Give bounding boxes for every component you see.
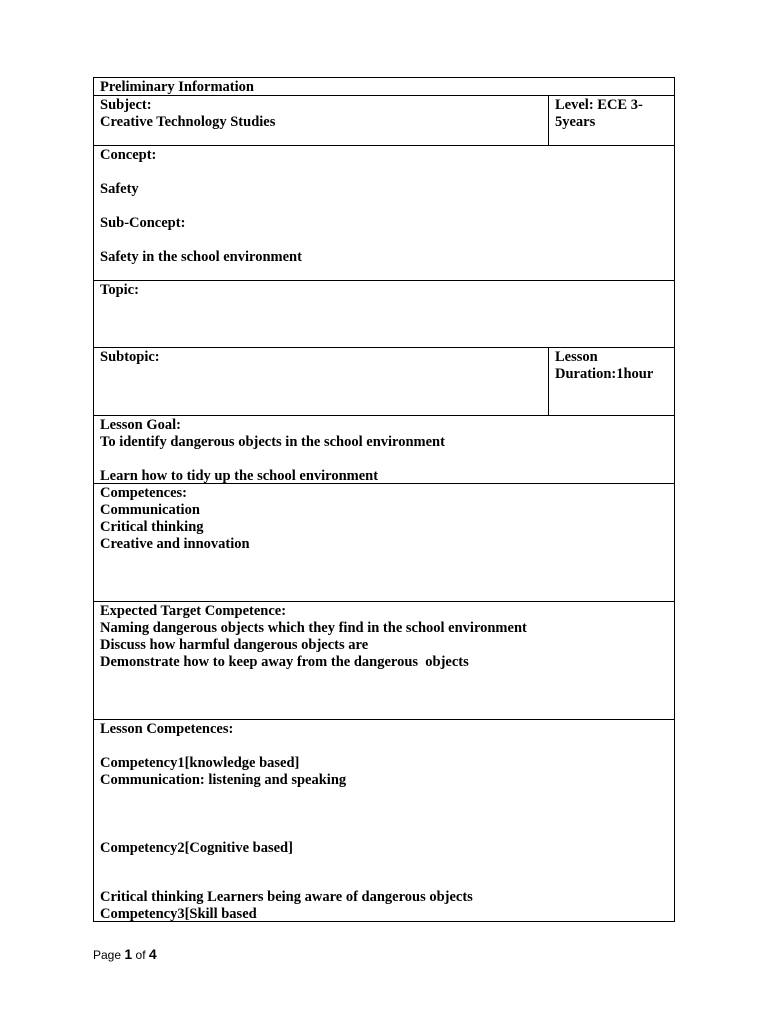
- lesson-competences-label: Lesson Competences:: [100, 721, 234, 737]
- competence-item: Critical thinking: [100, 519, 204, 535]
- level-cell: [548, 96, 674, 145]
- page-number: 1: [124, 946, 133, 962]
- lesson-goal-line1: To identify dangerous objects in the school environment: [100, 434, 445, 450]
- lesson-plan-table: [93, 77, 675, 922]
- lesson-competences-cell: [94, 720, 674, 921]
- row-concept: [94, 145, 674, 280]
- expected-item: Naming dangerous objects which they find in the school environment: [100, 620, 527, 636]
- competences-label: Competences:: [100, 485, 187, 501]
- competency3-title: Competency3[Skill based: [100, 906, 257, 922]
- subconcept-value: Safety in the school environment: [100, 249, 302, 265]
- subject-label: Subject:: [100, 97, 152, 113]
- competency2-text: Critical thinking Learners being aware of dangerous objects: [100, 889, 473, 905]
- competence-item: Creative and innovation: [100, 536, 250, 552]
- expected-item: Discuss how harmful dangerous objects are: [100, 637, 369, 653]
- row-preliminary: [94, 78, 674, 95]
- expected-label: Expected Target Competence:: [100, 603, 287, 619]
- expected-cell: [94, 602, 674, 719]
- competences-cell: [94, 484, 674, 601]
- row-lesson-goal: [94, 415, 674, 483]
- row-lesson-competences: [94, 719, 674, 921]
- duration-line2: Duration:1hour: [555, 366, 654, 382]
- competence-item: Communication: [100, 502, 200, 518]
- of-word: of: [135, 948, 146, 962]
- row-topic: [94, 280, 674, 347]
- concept-cell: [94, 146, 674, 280]
- page-word: Page: [93, 948, 122, 962]
- row-subject: [94, 95, 674, 145]
- level-line1: Level: ECE 3-: [555, 97, 643, 113]
- row-competences: [94, 483, 674, 601]
- competency1-title: Competency1[knowledge based]: [100, 755, 300, 771]
- expected-item: Demonstrate how to keep away from the dangerous objects: [100, 654, 469, 670]
- subject-value: Creative Technology Studies: [100, 114, 276, 130]
- duration-cell: [548, 348, 674, 415]
- competency2-title: Competency2[Cognitive based]: [100, 840, 293, 856]
- lesson-goal-label: Lesson Goal:: [100, 417, 181, 433]
- page-total: 4: [148, 946, 157, 962]
- competency1-text: Communication: listening and speaking: [100, 772, 347, 788]
- concept-label: Concept:: [100, 147, 157, 163]
- subtopic-label: Subtopic:: [100, 349, 160, 365]
- concept-value: Safety: [100, 181, 139, 197]
- page-footer: [93, 946, 157, 962]
- lesson-goal-line2: Learn how to tidy up the school environment: [100, 468, 379, 484]
- duration-line1: Lesson: [555, 349, 598, 365]
- subconcept-label: Sub-Concept:: [100, 215, 186, 231]
- subject-cell: [94, 96, 548, 145]
- row-expected-target: [94, 601, 674, 719]
- preliminary-title: Preliminary Information: [100, 79, 254, 95]
- topic-label: Topic:: [100, 282, 139, 298]
- row-subtopic: [94, 347, 674, 415]
- lesson-goal-cell: [94, 416, 674, 483]
- level-line2: 5years: [555, 114, 596, 130]
